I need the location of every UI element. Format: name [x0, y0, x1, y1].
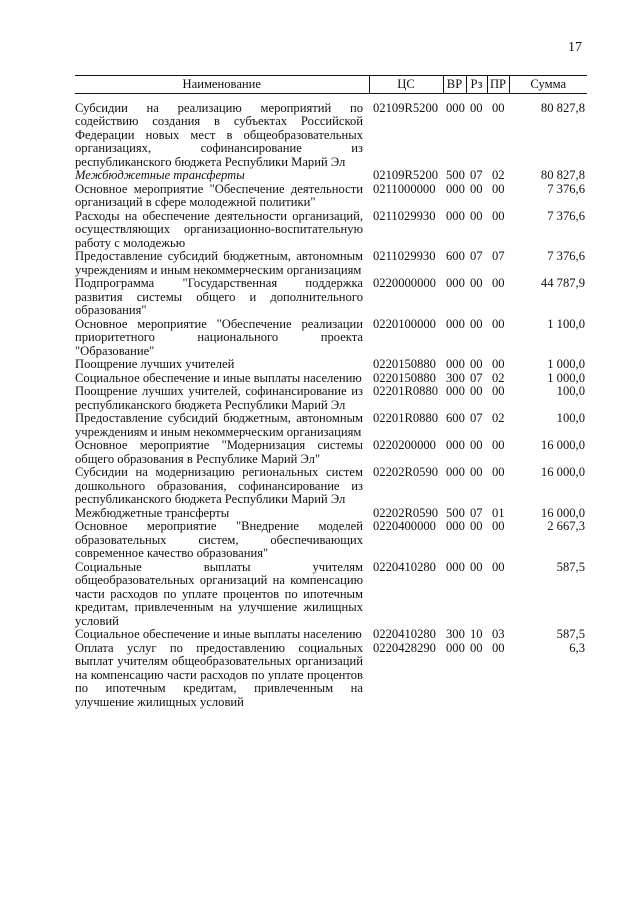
- cell-pr: 00: [492, 465, 505, 479]
- cell-sum: 7 376,6: [547, 208, 585, 223]
- cell-name: Предоставление субсидий бюджетным, автономным учреждениям и иным некоммерческим организациям: [75, 411, 363, 439]
- cell-rz: 00: [470, 640, 483, 655]
- table-row: [75, 183, 587, 210]
- table-row: [75, 93, 587, 169]
- cell-cs: 0211029930: [373, 208, 436, 223]
- table-row: [75, 439, 587, 466]
- cell-name: Основное мероприятие "Модернизация системы общего образования в Республике Марий Эл": [75, 438, 363, 466]
- cell-rz: 00: [470, 357, 483, 371]
- cell-sum: 100,0: [556, 411, 585, 425]
- cell-name: Субсидии на модернизацию региональных систем дошкольного образования, софинансирование из республиканского бюджета Республики Марий Эл: [75, 465, 363, 506]
- cell-sum: 80 827,8: [540, 100, 585, 115]
- header-name: Наименование: [75, 76, 369, 94]
- cell-cs: 0220150880: [373, 357, 436, 371]
- cell-cs: 02109R5200: [373, 100, 439, 115]
- cell-vr: 000: [446, 559, 465, 574]
- cell-vr: 000: [446, 640, 465, 655]
- cell-sum: 80 827,8: [540, 168, 585, 182]
- cell-cs: 0220410280: [373, 559, 436, 574]
- cell-cs: 0211000000: [373, 181, 436, 196]
- cell-name: Поощрение лучших учителей, софинансирование из республиканского бюджета Республики Марий Эл: [75, 384, 363, 412]
- cell-name: Основное мероприятие "Внедрение моделей образовательных систем, обеспечивающих современное качество образования": [75, 519, 363, 560]
- cell-sum: 1 000,0: [547, 370, 585, 385]
- cell-cs: 02202R0590: [373, 505, 439, 520]
- cell-pr: 00: [492, 519, 505, 533]
- cell-vr: 600: [446, 249, 465, 263]
- header-rz: Рз: [466, 76, 487, 94]
- table-row: [75, 318, 587, 359]
- cell-vr: 600: [446, 411, 465, 425]
- header-cs: ЦС: [369, 76, 443, 94]
- table-row: [75, 466, 587, 507]
- header-sum: Сумма: [509, 76, 587, 94]
- table-row: [75, 628, 587, 642]
- cell-pr: 02: [492, 168, 505, 182]
- cell-cs: 0220400000: [373, 519, 436, 533]
- cell-name: Социальные выплаты учителям общеобразовательных организаций на компенсацию части расходов по уплате процентов по ипотечным кредитам, привлеченным на улучшение жилищных условий: [75, 559, 363, 628]
- cell-vr: 000: [446, 208, 465, 223]
- cell-pr: 00: [492, 181, 505, 196]
- cell-sum: 44 787,9: [540, 276, 585, 290]
- cell-sum: 16 000,0: [540, 438, 585, 452]
- table-row: [75, 277, 587, 318]
- page-number: 17: [568, 40, 582, 55]
- cell-pr: 03: [492, 627, 505, 641]
- cell-sum: 1 100,0: [547, 316, 585, 331]
- cell-rz: 00: [470, 384, 483, 398]
- cell-vr: 300: [446, 370, 465, 385]
- cell-name: Субсидии на реализацию мероприятий по содействию создания в субъектах Российской Федерации новых мест в общеобразовательных организациях, софинансирование из республиканского бюджета Республики Марий Эл: [75, 100, 363, 169]
- table-row: [75, 385, 587, 412]
- cell-rz: 00: [470, 208, 483, 223]
- cell-vr: 500: [446, 505, 465, 520]
- table-row: [75, 372, 587, 386]
- cell-pr: 07: [492, 249, 505, 263]
- cell-cs: 0211029930: [373, 249, 436, 263]
- cell-pr: 00: [492, 357, 505, 371]
- cell-name: Подпрограмма "Государственная поддержка развития системы общего и дополнительного образования": [75, 276, 363, 317]
- cell-cs: 0220150880: [373, 370, 436, 385]
- table-header: [75, 76, 587, 94]
- cell-rz: 07: [470, 505, 483, 520]
- table-row: [75, 210, 587, 251]
- cell-pr: 00: [492, 316, 505, 331]
- cell-rz: 00: [470, 438, 483, 452]
- cell-rz: 00: [470, 181, 483, 196]
- cell-vr: 000: [446, 357, 465, 371]
- cell-cs: 02201R0880: [373, 411, 439, 425]
- cell-vr: 000: [446, 316, 465, 331]
- cell-sum: 587,5: [556, 559, 585, 574]
- cell-rz: 00: [470, 316, 483, 331]
- cell-sum: 16 000,0: [540, 465, 585, 479]
- cell-rz: 00: [470, 519, 483, 533]
- cell-cs: 0220428290: [373, 640, 436, 655]
- table-body: [75, 93, 587, 709]
- cell-vr: 000: [446, 465, 465, 479]
- cell-pr: 00: [492, 438, 505, 452]
- cell-rz: 07: [470, 370, 483, 385]
- cell-pr: 00: [492, 559, 505, 574]
- table-row: [75, 250, 587, 277]
- cell-name: Оплата услуг по предоставлению социальных выплат учителям общеобразовательных организаций на компенсацию части расходов по уплате процентов по ипотечным кредитам, привлеченным на улучшение жилищных условий: [75, 640, 363, 709]
- cell-name: Межбюджетные трансферты: [75, 505, 230, 520]
- cell-pr: 00: [492, 276, 505, 290]
- cell-rz: 00: [470, 276, 483, 290]
- cell-rz: 07: [470, 249, 483, 263]
- cell-pr: 00: [492, 208, 505, 223]
- cell-name: Межбюджетные трансферты: [75, 168, 245, 182]
- cell-vr: 000: [446, 181, 465, 196]
- cell-name: Предоставление субсидий бюджетным, автономным учреждениям и иным некоммерческим организациям: [75, 249, 363, 277]
- cell-name: Социальное обеспечение и иные выплаты населению: [75, 627, 362, 641]
- cell-vr: 000: [446, 438, 465, 452]
- cell-sum: 2 667,3: [547, 519, 585, 533]
- cell-rz: 00: [470, 100, 483, 115]
- table-row: [75, 507, 587, 521]
- table-row: [75, 169, 587, 183]
- table-row: [75, 642, 587, 710]
- cell-sum: 6,3: [569, 640, 585, 655]
- cell-sum: 16 000,0: [540, 505, 585, 520]
- header-pr: ПР: [487, 76, 509, 94]
- cell-rz: 00: [470, 559, 483, 574]
- cell-rz: 07: [470, 411, 483, 425]
- cell-sum: 7 376,6: [547, 181, 585, 196]
- cell-cs: 0220200000: [373, 438, 436, 452]
- cell-sum: 7 376,6: [547, 249, 585, 263]
- cell-rz: 07: [470, 168, 483, 182]
- cell-cs: 0220100000: [373, 316, 436, 331]
- cell-rz: 00: [470, 465, 483, 479]
- table-row: [75, 561, 587, 629]
- cell-name: Социальное обеспечение и иные выплаты населению: [75, 370, 362, 385]
- cell-pr: 02: [492, 411, 505, 425]
- header-vr: ВР: [443, 76, 466, 94]
- cell-sum: 1 000,0: [547, 357, 585, 371]
- cell-sum: 100,0: [556, 384, 585, 398]
- cell-rz: 10: [470, 627, 483, 641]
- cell-name: Основное мероприятие "Обеспечение реализации приоритетного национального проекта "Образование": [75, 316, 363, 358]
- cell-pr: 01: [492, 505, 505, 520]
- cell-vr: 000: [446, 519, 465, 533]
- cell-pr: 00: [492, 640, 505, 655]
- cell-name: Расходы на обеспечение деятельности организаций, осуществляющих организационно-воспитательную работу с молодежью: [75, 208, 363, 250]
- table-row: [75, 520, 587, 561]
- cell-vr: 000: [446, 276, 465, 290]
- cell-pr: 00: [492, 100, 505, 115]
- cell-cs: 02202R0590: [373, 465, 439, 479]
- cell-cs: 02201R0880: [373, 384, 439, 398]
- cell-pr: 02: [492, 370, 505, 385]
- cell-cs: 0220000000: [373, 276, 436, 290]
- cell-vr: 000: [446, 384, 465, 398]
- cell-cs: 0220410280: [373, 627, 436, 641]
- budget-table: [75, 75, 587, 709]
- cell-pr: 00: [492, 384, 505, 398]
- cell-vr: 300: [446, 627, 465, 641]
- cell-name: Основное мероприятие "Обеспечение деятельности организаций в сфере молодежной политики": [75, 181, 363, 209]
- table-row: [75, 358, 587, 372]
- cell-sum: 587,5: [556, 627, 585, 641]
- table-row: [75, 412, 587, 439]
- cell-vr: 000: [446, 100, 465, 115]
- cell-vr: 500: [446, 168, 465, 182]
- cell-name: Поощрение лучших учителей: [75, 357, 235, 371]
- cell-cs: 02109R5200: [373, 168, 439, 182]
